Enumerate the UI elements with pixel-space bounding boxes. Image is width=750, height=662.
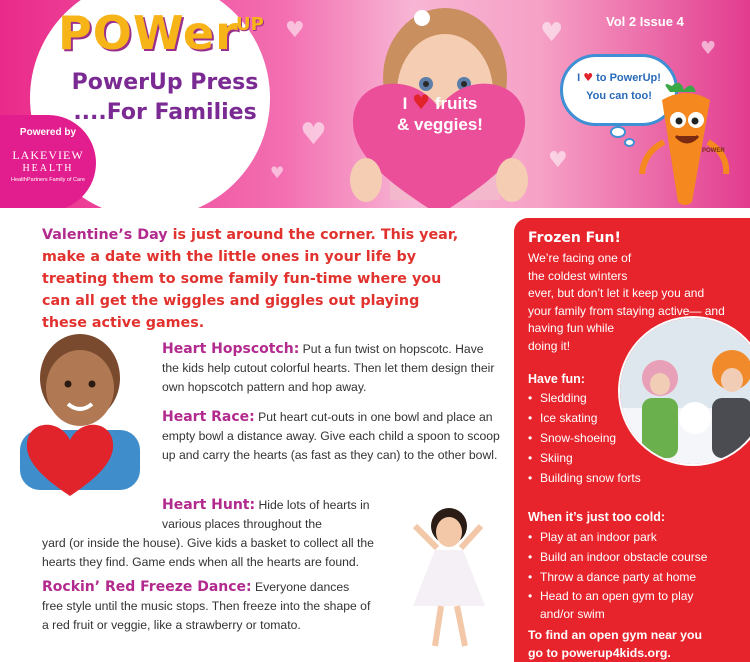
activity-freeze-dance [42,578,372,635]
sidebar-footer [528,626,750,662]
sidebar-intro-line: your family from staying active— and [528,303,725,318]
activity-title: Heart Race: [162,409,255,425]
bubble-pre: I [577,72,581,84]
list-item: • Ice skating [528,408,641,428]
have-fun-heading: Have fun: [528,372,585,386]
powerup-logo [58,6,264,60]
list-item: • Skiing [528,448,641,468]
heart-sign-text [360,92,520,135]
bubble-post: to PowerUp! [596,72,661,84]
heart-sign-icon [344,70,534,208]
list-item: • Play at an indoor park [528,527,728,547]
heart-sign-pre: I [402,94,408,113]
sidebar-title: Frozen Fun! [528,230,621,246]
sidebar-intro-line: having fun while [528,321,615,336]
boy-photo [0,318,160,503]
list-item: • Throw a dance party at home [528,567,728,587]
activity-text: Hide lots of hearts in various places throughout the [162,498,370,531]
activity-title: Heart Hopscotch: [162,341,300,357]
dancer-photo [385,496,510,662]
have-fun-list [528,388,641,488]
footer-line2: go to powerup4kids.org. [528,646,671,660]
heart-sign-post: fruits [434,94,478,113]
activity-title: Rockin’ Red Freeze Dance: [42,579,252,595]
activity-text: Put a fun twist on hopscotc. Have the kids help cutout colorful hearts. Then let them design their own hopscotch pattern and hop away. [162,342,495,394]
sponsor-badge [0,115,96,208]
powered-by-label: Powered by [19,127,77,138]
newsletter-title [70,68,260,128]
bubble-dot [610,126,626,138]
list-item: • Sledding [528,388,641,408]
header-banner [0,0,750,208]
sponsor-subname: HEALTH [22,163,74,174]
red-heart-icon: ♥ [412,90,431,114]
sponsor-name: LAKEVIEW [12,148,84,162]
list-item: • Snow-shoeing [528,428,641,448]
intro-text: is just around the corner. This year, make a date with the little ones in your life by treating them to some family fun-time where you can all get the wiggles and giggles out playing these active games. [42,227,459,331]
list-item: • Head to an open gym to play and/or swim [528,587,728,623]
logo-main-text: POWer [58,6,239,60]
footer-line1: To find an open gym near you [528,628,702,642]
carrot-shirt-label: POWER [702,148,725,154]
sidebar-intro-line: We’re facing one of [528,251,632,265]
heart-decoration-icon: ♥ [300,117,327,152]
activity-heart-hopscotch [162,340,500,397]
too-cold-heading: When it’s just too cold: [528,510,666,524]
activity-text: Put heart cut-outs in one bowl and place an empty bowl a distance away. Give each child a spoon to scoop up and carry the hearts (as fast as they can) to the other bowl. [162,410,500,462]
sidebar-intro-line: the coldest winters [528,268,628,283]
issue-label: Vol 2 Issue 4 [606,14,684,29]
heart-decoration-icon: ♥ [548,148,568,173]
heart-decoration-icon: ♥ [270,163,285,182]
sidebar-intro-line: ever, but don’t let it keep you and [528,286,705,301]
logo-up-text: UP [236,14,264,35]
activity-text: Everyone dances free style until the music stops. Then freeze into the shape of a red fruit or veggie, like a strawberry or tomato. [42,580,371,632]
heart-decoration-icon: ♥ [540,18,564,48]
activity-title: Heart Hunt: [162,497,256,513]
list-item: • Build an indoor obstacle course [528,547,728,567]
activity-heart-hunt-cont [42,534,392,572]
sponsor-family: HealthPartners Family of Care [11,177,85,183]
activity-heart-hunt [162,496,392,534]
activity-text: yard (or inside the house). Give kids a basket to collect all the hearts they find. Game ends when all the hearts are found. [42,536,374,569]
heart-decoration-icon: ♥ [700,38,717,59]
newsletter-title-line2: ....For Families [73,100,257,125]
activity-heart-race [162,408,500,465]
heart-decoration-icon: ♥ [285,18,305,43]
bubble-line2: You can too! [586,90,652,102]
list-item: • Building snow forts [528,468,641,488]
frozen-fun-sidebar [514,218,750,662]
red-heart-icon: ♥ [583,71,594,84]
sidebar-intro-line: doing it! [528,338,571,353]
heart-sign-line2: & veggies! [397,115,483,134]
intro-lead: Valentine’s Day [42,227,168,243]
newsletter-title-line1: PowerUp Press [71,70,259,95]
carrot-mascot [630,82,740,207]
too-cold-list [528,527,728,623]
